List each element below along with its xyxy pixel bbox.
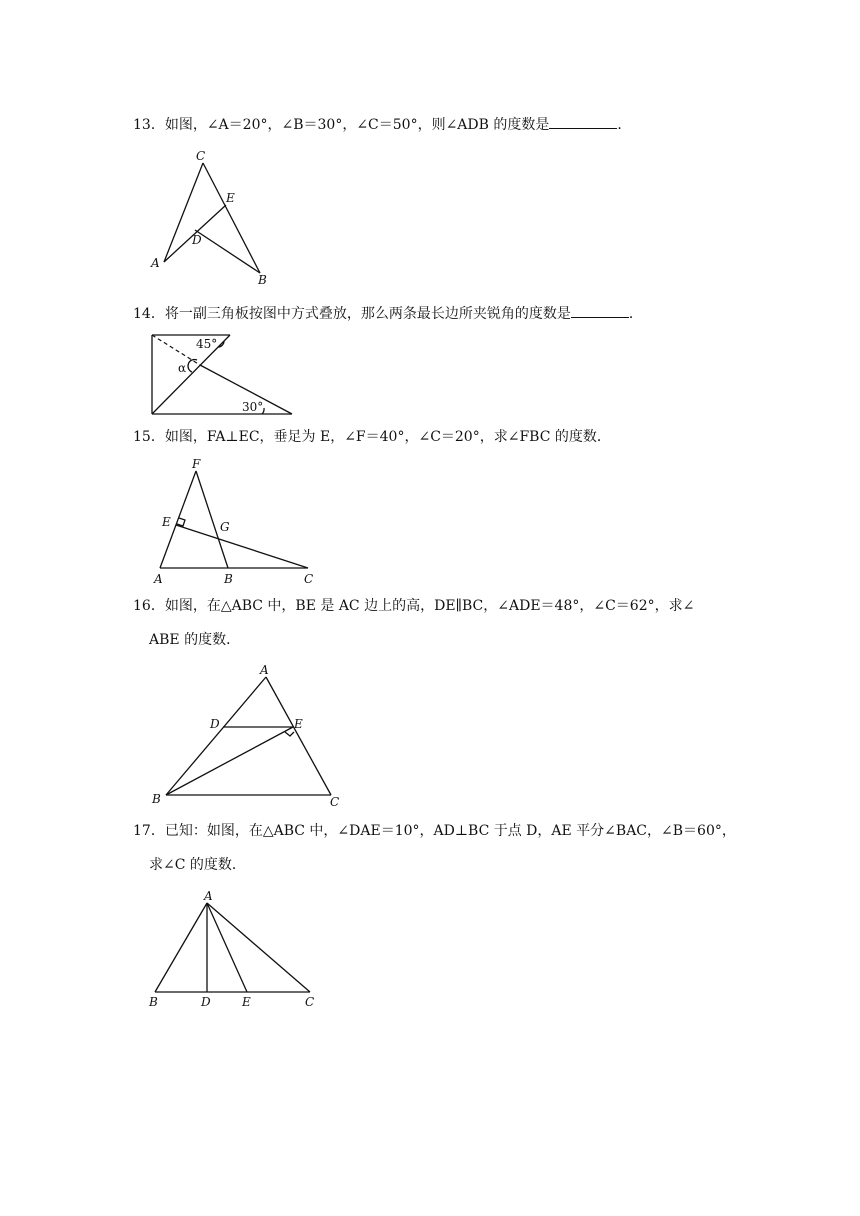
question-text: ．如图，∠A＝20°，∠B＝30°，∠C＝50°，则∠ADB 的度数是 xyxy=(150,117,550,133)
question-15 xyxy=(133,427,611,447)
label-B: B xyxy=(152,792,161,806)
label-B: B xyxy=(149,995,158,1009)
label-C: C xyxy=(330,795,340,809)
label-45-degree: 45° xyxy=(196,337,218,351)
figure-14 xyxy=(148,332,298,418)
label-C: C xyxy=(304,572,314,586)
answer-blank[interactable] xyxy=(549,114,617,129)
label-E: E xyxy=(162,515,171,529)
question-text: ．已知：如图，在△ABC 中，∠DAE＝10°，AD⊥BC 于点 D，AE 平分∠BAC，∠B＝60°， xyxy=(150,823,736,839)
label-alpha: α xyxy=(178,361,187,375)
label-F: F xyxy=(192,457,201,471)
label-D: D xyxy=(210,717,220,731)
question-number: 15 xyxy=(133,429,151,445)
question-number: 17 xyxy=(133,823,151,839)
label-B: B xyxy=(224,572,233,586)
question-text: ．如图，在△ABC 中，BE 是 AC 边上的高，DE∥BC，∠ADE＝48°，∠C＝62°，求∠ xyxy=(150,598,695,614)
label-A: A xyxy=(260,663,269,677)
question-number: 16 xyxy=(133,598,151,614)
question-text: ．如图，FA⊥EC，垂足为 E，∠F＝40°，∠C＝20°，求∠FBC 的度数． xyxy=(150,429,611,445)
label-C: C xyxy=(305,995,315,1009)
answer-blank[interactable] xyxy=(571,303,629,318)
figure-15 xyxy=(148,455,328,587)
label-D: D xyxy=(192,233,202,247)
label-E: E xyxy=(226,191,235,205)
figure-13 xyxy=(140,145,280,290)
figure-16 xyxy=(148,660,348,810)
label-A: A xyxy=(154,572,163,586)
question-16-line-2: ABE 的度数． xyxy=(149,632,241,648)
question-16 xyxy=(133,596,694,616)
label-D: D xyxy=(201,995,211,1009)
question-number: 13 xyxy=(133,117,151,133)
figure-17 xyxy=(145,888,330,1010)
question-text: ．将一副三角板按图中方式叠放，那么两条最长边所夹锐角的度数是 xyxy=(150,306,571,322)
question-17 xyxy=(133,821,736,841)
label-A: A xyxy=(151,256,160,270)
label-A: A xyxy=(204,889,213,903)
label-E: E xyxy=(294,717,303,731)
question-number: 14 xyxy=(133,306,151,322)
label-B: B xyxy=(258,273,267,287)
label-E: E xyxy=(242,995,251,1009)
question-17-line-2: 求∠C 的度数． xyxy=(149,857,246,873)
question-13: 13．如图，∠A＝20°，∠B＝30°，∠C＝50°，则∠ADB 的度数是 ． xyxy=(133,114,631,135)
label-C: C xyxy=(196,149,206,163)
label-30-degree: 30° xyxy=(242,400,264,414)
question-14: 14．将一副三角板按图中方式叠放，那么两条最长边所夹锐角的度数是 ． xyxy=(133,303,643,324)
label-G: G xyxy=(220,520,230,534)
